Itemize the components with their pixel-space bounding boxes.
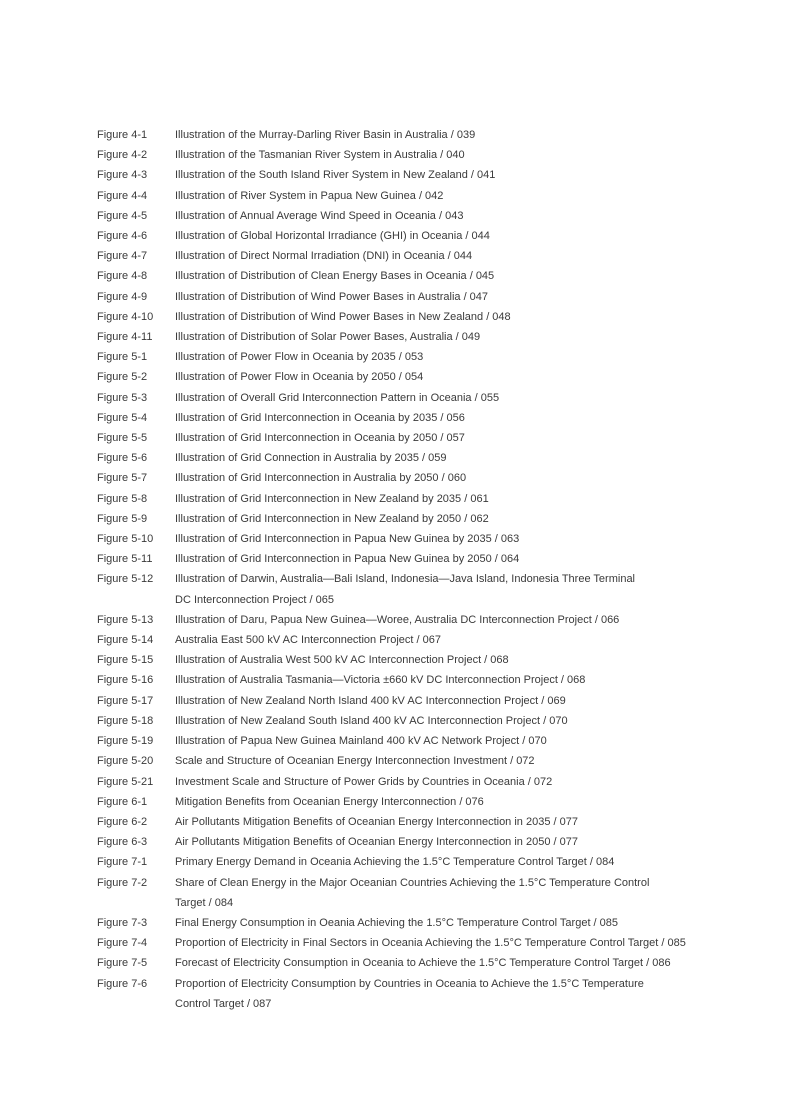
figure-title (175, 974, 644, 1014)
figure-label: Figure 5-5 (97, 432, 148, 445)
figure-title (175, 569, 635, 609)
figure-title-line: Share of Clean Energy in the Major Oceanian Countries Achieving the 1.5°C Temperature Control (175, 876, 650, 889)
figure-title (175, 489, 489, 509)
figure-label: Figure 5-16 (97, 674, 154, 687)
figure-title-line: Illustration of Grid Interconnection in Oceania by 2050 / 057 (175, 432, 465, 445)
figure-label: Figure 6-2 (97, 815, 148, 828)
figure-entry (97, 125, 686, 145)
figure-label: Figure 4-8 (97, 270, 148, 283)
figure-title-line: Air Pollutants Mitigation Benefits of Oceanian Energy Interconnection in 2035 / 077 (175, 815, 578, 828)
figure-title (175, 226, 490, 246)
figure-label: Figure 4-4 (97, 189, 148, 202)
figure-title-line: Illustration of Distribution of Wind Power Bases in Australia / 047 (175, 290, 489, 303)
figure-title-line: Illustration of Australia Tasmania—Victoria ±660 kV DC Interconnection Project / 068 (175, 674, 586, 687)
figure-entry (97, 347, 686, 367)
figure-label: Figure 7-4 (97, 937, 148, 950)
figure-title-line: Illustration of Grid Interconnection in Papua New Guinea by 2035 / 063 (175, 533, 520, 546)
figure-title-line: Proportion of Electricity in Final Sectors in Oceania Achieving the 1.5°C Temperature Control Target / 085 (175, 937, 686, 950)
figure-list (97, 125, 686, 1014)
figure-label: Figure 5-20 (97, 755, 154, 768)
figure-label: Figure 5-15 (97, 654, 154, 667)
figure-entry (97, 974, 686, 1014)
figure-title-line: Illustration of Australia West 500 kV AC Interconnection Project / 068 (175, 654, 509, 667)
figure-entry (97, 812, 686, 832)
figure-label: Figure 5-10 (97, 533, 154, 546)
figure-entry (97, 772, 686, 792)
figure-entry (97, 670, 686, 690)
figure-title (175, 691, 566, 711)
figure-label: Figure 4-7 (97, 250, 148, 263)
figure-title (175, 933, 686, 953)
figure-label: Figure 5-8 (97, 492, 148, 505)
figure-title-line: Illustration of Overall Grid Interconnection Pattern in Oceania / 055 (175, 391, 500, 404)
figure-title-line: Scale and Structure of Oceanian Energy Interconnection Investment / 072 (175, 755, 535, 768)
figure-entry (97, 388, 686, 408)
figure-title (175, 206, 463, 226)
figure-title-line: Final Energy Consumption in Oeania Achieving the 1.5°C Temperature Control Target / 085 (175, 916, 619, 929)
figure-title (175, 731, 547, 751)
figure-entry (97, 953, 686, 973)
figure-label: Figure 4-6 (97, 230, 148, 243)
figure-title-line: Illustration of Grid Interconnection in New Zealand by 2035 / 061 (175, 492, 489, 505)
figure-title-line: Control Target / 087 (175, 997, 272, 1010)
figure-title (175, 610, 619, 630)
figure-entry (97, 852, 686, 872)
figure-title-line: Illustration of Distribution of Solar Power Bases, Australia / 049 (175, 331, 481, 344)
figure-title (175, 953, 671, 973)
figure-title (175, 529, 519, 549)
figure-title (175, 549, 519, 569)
figure-entry (97, 610, 686, 630)
figure-label: Figure 7-1 (97, 856, 148, 869)
figure-title-line: Illustration of Grid Interconnection in New Zealand by 2050 / 062 (175, 512, 489, 525)
figure-label: Figure 4-10 (97, 310, 154, 323)
figure-label: Figure 5-13 (97, 613, 154, 626)
figure-entry (97, 246, 686, 266)
figure-title-line: Forecast of Electricity Consumption in Oceania to Achieve the 1.5°C Temperature Control Target / 086 (175, 957, 671, 970)
figure-title (175, 246, 472, 266)
figure-title (175, 509, 489, 529)
figure-title-line: Mitigation Benefits from Oceanian Energy Interconnection / 076 (175, 795, 484, 808)
figure-title-line: DC Interconnection Project / 065 (175, 593, 334, 606)
figure-entry (97, 448, 686, 468)
figure-label: Figure 5-7 (97, 472, 148, 485)
figure-label: Figure 7-3 (97, 916, 148, 929)
figure-entry (97, 287, 686, 307)
figure-title (175, 711, 568, 731)
figure-title-line: Illustration of Darwin, Australia—Bali Island, Indonesia—Java Island, Indonesia Three Terminal (175, 573, 636, 586)
figure-title (175, 913, 618, 933)
figure-title (175, 832, 578, 852)
figure-label: Figure 7-6 (97, 977, 148, 990)
figure-title (175, 751, 535, 771)
figure-title (175, 448, 447, 468)
figure-title (175, 347, 423, 367)
figure-title-line: Illustration of Annual Average Wind Speed in Oceania / 043 (175, 209, 464, 222)
figure-label: Figure 4-1 (97, 129, 148, 141)
figure-title-line: Target / 084 (175, 896, 234, 909)
figure-label: Figure 5-11 (97, 553, 153, 566)
figure-entry (97, 186, 686, 206)
figure-title-line: Illustration of New Zealand South Island 400 kV AC Interconnection Project / 070 (175, 714, 568, 727)
figure-title (175, 367, 423, 387)
figure-label: Figure 5-21 (97, 775, 154, 788)
figure-title (175, 388, 499, 408)
figure-title-line: Illustration of Direct Normal Irradiation (DNI) in Oceania / 044 (175, 250, 473, 263)
figure-title (175, 266, 494, 286)
figure-title-line: Illustration of Daru, Papua New Guinea—Woree, Australia DC Interconnection Project / 066 (175, 613, 620, 626)
figure-entry (97, 792, 686, 812)
figure-entry (97, 266, 686, 286)
figure-title-line: Illustration of Global Horizontal Irradiance (GHI) in Oceania / 044 (175, 230, 490, 243)
figure-title (175, 468, 466, 488)
figure-label: Figure 4-3 (97, 169, 148, 182)
figure-title (175, 873, 649, 913)
figure-entry (97, 145, 686, 165)
figure-title (175, 812, 578, 832)
figure-entry (97, 711, 686, 731)
figure-label: Figure 4-11 (97, 331, 153, 344)
figure-entry (97, 933, 686, 953)
figure-title-line: Air Pollutants Mitigation Benefits of Oceanian Energy Interconnection in 2050 / 077 (175, 836, 578, 849)
figure-label: Figure 4-2 (97, 149, 148, 162)
figure-entry (97, 529, 686, 549)
figure-label: Figure 7-5 (97, 957, 148, 970)
figure-title-line: Investment Scale and Structure of Power Grids by Countries in Oceania / 072 (175, 775, 553, 788)
figure-title (175, 852, 614, 872)
figure-title (175, 307, 511, 327)
figure-title (175, 327, 480, 347)
figure-entry (97, 226, 686, 246)
figure-title (175, 670, 585, 690)
figure-title-line: Illustration of Grid Interconnection in Papua New Guinea by 2050 / 064 (175, 553, 520, 566)
figure-entry (97, 206, 686, 226)
figure-label: Figure 5-3 (97, 391, 148, 404)
figure-title (175, 650, 509, 670)
figure-label: Figure 4-5 (97, 209, 148, 222)
figure-title-line: Illustration of the South Island River System in New Zealand / 041 (175, 169, 496, 182)
figure-entry (97, 468, 686, 488)
figure-title (175, 125, 475, 145)
figure-entry (97, 509, 686, 529)
figure-title-line: Proportion of Electricity Consumption by Countries in Oceania to Achieve the 1.5°C Temperature (175, 977, 644, 990)
figure-label: Figure 6-1 (97, 795, 148, 808)
figure-title (175, 630, 441, 650)
figure-title-line: Australia East 500 kV AC Interconnection Project / 067 (175, 634, 441, 647)
figure-label: Figure 7-2 (97, 876, 148, 889)
figure-title-line: Illustration of Distribution of Clean Energy Bases in Oceania / 045 (175, 270, 495, 283)
figure-label: Figure 5-4 (97, 411, 148, 424)
figure-label: Figure 5-14 (97, 634, 154, 647)
figure-label: Figure 4-9 (97, 290, 148, 303)
figure-entry (97, 428, 686, 448)
figure-entry (97, 650, 686, 670)
figure-label: Figure 5-12 (97, 573, 154, 586)
figure-label: Figure 5-18 (97, 714, 154, 727)
figure-title-line: Illustration of the Murray-Darling River Basin in Australia / 039 (175, 129, 476, 141)
figure-title-line: Illustration of Distribution of Wind Power Bases in New Zealand / 048 (175, 310, 511, 323)
figure-title-line: Illustration of Grid Interconnection in Oceania by 2035 / 056 (175, 411, 465, 424)
figure-entry (97, 165, 686, 185)
figure-title-line: Illustration of New Zealand North Island 400 kV AC Interconnection Project / 069 (175, 694, 566, 707)
figure-label: Figure 5-6 (97, 452, 148, 465)
figure-label: Figure 5-1 (97, 351, 148, 364)
figure-entry (97, 913, 686, 933)
figure-entry (97, 630, 686, 650)
figure-entry (97, 489, 686, 509)
figure-label: Figure 6-3 (97, 836, 148, 849)
figure-entry (97, 549, 686, 569)
figure-title (175, 428, 465, 448)
figure-label: Figure 5-19 (97, 735, 154, 748)
figure-label: Figure 5-2 (97, 371, 148, 384)
figure-title (175, 792, 484, 812)
figure-title (175, 145, 465, 165)
figure-entry (97, 731, 686, 751)
figure-title (175, 165, 495, 185)
figure-label: Figure 5-9 (97, 512, 148, 525)
figure-entry (97, 408, 686, 428)
figure-entry (97, 751, 686, 771)
figure-title-line: Illustration of Grid Interconnection in Australia by 2050 / 060 (175, 472, 467, 485)
figure-title (175, 186, 443, 206)
figure-title-line: Illustration of Papua New Guinea Mainland 400 kV AC Network Project / 070 (175, 735, 547, 748)
figure-entry (97, 327, 686, 347)
figure-entry (97, 691, 686, 711)
figure-title-line: Illustration of the Tasmanian River System in Australia / 040 (175, 149, 465, 162)
figure-entry (97, 307, 686, 327)
figure-title-line: Illustration of Grid Connection in Australia by 2035 / 059 (175, 452, 447, 465)
figure-title-line: Illustration of Power Flow in Oceania by 2050 / 054 (175, 371, 424, 384)
figure-title-line: Primary Energy Demand in Oceania Achieving the 1.5°C Temperature Control Target / 084 (175, 856, 615, 869)
figure-title (175, 772, 552, 792)
figure-title (175, 287, 488, 307)
figure-title-line: Illustration of Power Flow in Oceania by 2035 / 053 (175, 351, 424, 364)
figure-entry (97, 832, 686, 852)
figure-title (175, 408, 465, 428)
figure-entry (97, 367, 686, 387)
figure-title-line: Illustration of River System in Papua New Guinea / 042 (175, 189, 444, 202)
figure-entry (97, 873, 686, 913)
figure-label: Figure 5-17 (97, 694, 154, 707)
figure-entry (97, 569, 686, 609)
